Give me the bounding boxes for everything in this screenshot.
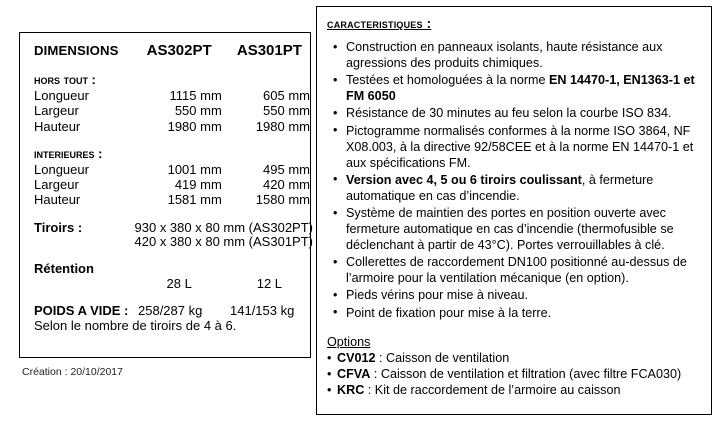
feature-text: Construction en panneaux isolants, haute résistance aux agressions des produits chimiques. — [346, 40, 663, 70]
group-header-row — [34, 147, 313, 163]
row-value-b: 1580 mm — [255, 192, 310, 208]
caracteristiques-title: caracteristiques : — [327, 16, 432, 31]
table-spacer-cell — [34, 209, 313, 221]
dimensions-panel-inner — [20, 33, 313, 333]
poids-line — [34, 304, 313, 319]
row-value-b: 1980 mm — [255, 118, 310, 134]
row-value-a: 419 mm — [174, 176, 222, 192]
feature-text: Pieds vérins pour mise à niveau. — [346, 288, 529, 303]
row-value-a: 1001 mm — [167, 161, 222, 177]
feature-text: Collerettes de raccordement DN100 positionné au-dessus de l’armoire pour la ventilation mécanique (en option). — [346, 255, 687, 286]
row-label: Hauteur — [34, 118, 81, 134]
header-col-b: AS301PT — [236, 42, 302, 59]
poids-value-b: 141/153 kg — [230, 302, 295, 318]
row-value-b: 605 mm — [263, 87, 310, 103]
feature-text-emphasis: Version avec 4, 5 ou 6 tiroirs coulissant — [346, 172, 582, 187]
option-item — [327, 366, 703, 382]
feature-item — [327, 173, 703, 205]
feature-text: , à fermeture automatique en cas d’incendie. — [346, 172, 654, 203]
feature-item — [327, 106, 703, 122]
feature-item — [327, 73, 703, 105]
bullet-icon: • — [327, 366, 332, 381]
feature-item — [327, 255, 703, 287]
dimensions-panel — [19, 32, 311, 358]
poids-row — [34, 304, 313, 319]
bullet-icon: • — [327, 350, 332, 365]
row-label: Largeur — [34, 176, 79, 192]
row-value-b: 550 mm — [263, 103, 310, 119]
caracteristiques-panel — [316, 6, 712, 415]
tiroirs-label: Tiroirs : — [34, 219, 83, 235]
option-code: CFVA — [337, 366, 371, 381]
row-value-a: 1980 mm — [167, 118, 222, 134]
row-value-b: 420 mm — [263, 176, 310, 192]
features-list — [327, 40, 703, 322]
bullet-icon: • — [333, 105, 338, 120]
feature-item — [327, 40, 703, 72]
tiroirs-line-2: 420 x 380 x 80 mm (AS301PT) — [134, 234, 313, 250]
table-header-row — [34, 42, 313, 61]
option-description: : Kit de raccordement de l’armoire au caisson — [364, 383, 621, 398]
row-value-a: 1115 mm — [169, 87, 222, 103]
tiroirs-line-1: 930 x 380 x 80 mm (AS302PT) — [134, 219, 313, 235]
table-row — [34, 193, 313, 208]
bullet-icon: • — [333, 172, 338, 187]
feature-text: Résistance de 30 minutes au feu selon la courbe ISO 834. — [346, 106, 672, 121]
retention-label: Rétention — [34, 261, 94, 277]
feature-text: Pictogramme normalisés conformes à la norme ISO 3864, NF X08.003, à la directive 92/58CEE et à la norme EN 14470-1 et aux spécifications FM. — [346, 123, 694, 170]
row-label: Largeur — [34, 103, 79, 119]
row-label: Longueur — [34, 161, 89, 177]
feature-item — [327, 306, 703, 322]
retention-label-row — [34, 262, 313, 277]
bullet-icon: • — [333, 205, 338, 220]
options-block — [327, 335, 703, 399]
table-spacer — [34, 209, 313, 221]
table-row — [34, 104, 313, 119]
option-code: CV012 — [337, 350, 376, 365]
row-value-a: 1581 mm — [167, 192, 222, 208]
poids-value-a: 258/287 kg — [138, 302, 203, 318]
feature-item — [327, 288, 703, 304]
retention-value-a: 28 L — [166, 276, 192, 292]
tiroirs-row — [34, 221, 313, 251]
feature-item — [327, 206, 703, 254]
retention-value-row — [34, 277, 313, 292]
option-code: KRC — [337, 383, 365, 398]
feature-item — [327, 124, 703, 172]
row-value-b: 495 mm — [263, 161, 310, 177]
options-list — [327, 350, 703, 399]
header-col-a: AS302PT — [146, 42, 212, 59]
feature-text: Testées et homologuées à la norme — [346, 73, 550, 88]
group-header-row — [34, 73, 313, 89]
bullet-icon: • — [333, 254, 338, 269]
row-label: Longueur — [34, 87, 89, 103]
selon-row — [34, 319, 313, 334]
group-title: interieures : — [34, 145, 103, 161]
option-item — [327, 350, 703, 366]
poids-label: POIDS A VIDE : — [34, 302, 129, 318]
options-title: Options — [327, 334, 371, 349]
tiroirs-values — [133, 221, 313, 251]
table-row — [34, 120, 313, 135]
header-label: DIMENSIONS — [34, 43, 119, 58]
option-item — [327, 382, 703, 398]
bullet-icon: • — [333, 72, 338, 87]
feature-text: Point de fixation pour mise à la terre. — [346, 305, 552, 320]
bullet-icon: • — [333, 123, 338, 138]
feature-text-emphasis: EN 14470-1, EN1363-1 et FM 6050 — [346, 73, 695, 104]
caracteristiques-panel-inner — [317, 7, 711, 399]
feature-text: Système de maintien des portes en position ouverte avec fermeture automatique en cas d’incendie (thermofusible se déclenchant à partir de 43°C). Portes verrouillables à clé. — [346, 206, 674, 252]
poids-note: Selon le nombre de tiroirs de 4 à 6. — [34, 317, 237, 333]
bullet-icon: • — [327, 383, 332, 398]
creation-date-note: Création : 20/10/2017 — [22, 366, 123, 378]
row-value-a: 550 mm — [174, 103, 222, 119]
bullet-icon: • — [333, 305, 338, 320]
option-description: : Caisson de ventilation et filtration (avec filtre FCA030) — [370, 366, 682, 381]
dimensions-table — [34, 42, 313, 333]
table-row — [34, 89, 313, 104]
retention-value-b: 12 L — [256, 276, 283, 292]
bullet-icon: • — [333, 287, 338, 302]
bullet-icon: • — [333, 39, 338, 54]
table-row — [34, 163, 313, 178]
retention-spacer — [34, 277, 133, 292]
option-description: : Caisson de ventilation — [375, 350, 510, 365]
table-row — [34, 178, 313, 193]
group-title: hors tout : — [34, 72, 96, 88]
row-label: Hauteur — [34, 192, 81, 208]
